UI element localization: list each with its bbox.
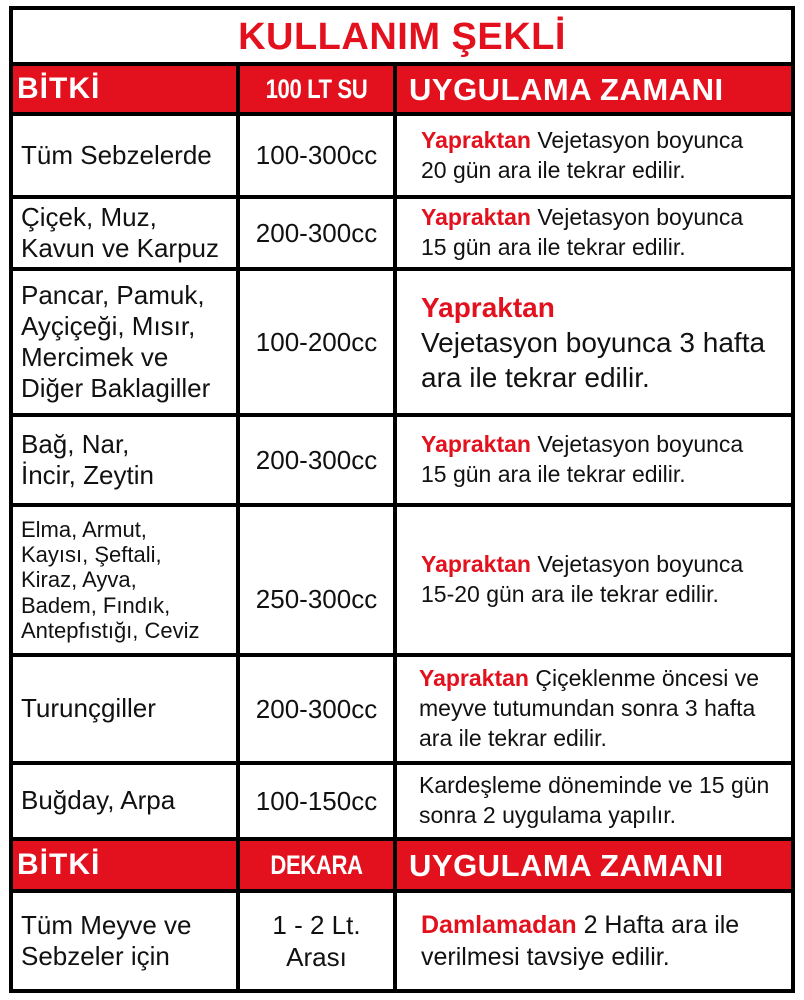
dose-value: 200-300cc — [255, 217, 378, 248]
method-label: Yapraktan — [421, 431, 531, 458]
header2-usage — [397, 841, 791, 889]
usage-text: Vejetasyon boyunca 15 gün ara ile tekrar edilir. — [421, 431, 744, 487]
table-row-usage — [397, 893, 791, 989]
table-row-usage — [397, 417, 791, 503]
plant-name: Tüm Sebzelerde — [21, 139, 212, 170]
table-row-plant — [13, 507, 236, 653]
table-row-plant — [13, 116, 236, 195]
method-label: Yapraktan — [421, 551, 531, 578]
header2-usage-label: UYGULAMA ZAMANI — [409, 847, 724, 883]
method-label: Yapraktan — [421, 291, 555, 323]
table-row-dose — [240, 657, 393, 761]
table-row-plant — [13, 271, 236, 413]
usage-text: Vejetasyon boyunca 3 hafta ara ile tekrar edilir. — [421, 326, 766, 393]
usage-table — [9, 6, 795, 993]
table-row-plant — [13, 893, 236, 989]
method-label: Yapraktan — [419, 665, 529, 692]
usage-text: Vejetasyon boyunca 20 gün ara ile tekrar edilir. — [421, 126, 744, 183]
table-row-dose — [240, 507, 393, 653]
method-label: Yapraktan — [421, 126, 531, 153]
header-usage-label: UYGULAMA ZAMANI — [409, 71, 724, 107]
table-row-dose — [240, 199, 393, 267]
plant-name: Turunçgiller — [21, 693, 156, 724]
method-label: Damlamadan — [421, 910, 577, 939]
table-row-usage — [397, 765, 791, 837]
header2-dose — [240, 841, 393, 889]
dose-value: 200-300cc — [255, 693, 378, 724]
header-plant — [13, 66, 236, 112]
table-row-dose — [240, 116, 393, 195]
table-row-usage — [397, 116, 791, 195]
table-row-usage — [397, 507, 791, 653]
header-water-label: 100 LT SU — [265, 73, 368, 104]
plant-name: Elma, Armut, Kayısı, Şeftali, Kiraz, Ayva, Badem, Fındık, Antepfıstığı, Ceviz — [21, 516, 200, 643]
table-row-dose — [240, 893, 393, 989]
header-water — [240, 66, 393, 112]
usage-text: Vejetasyon boyunca 15-20 gün ara ile tekrar edilir. — [421, 551, 744, 607]
dose-value: 200-300cc — [255, 444, 378, 475]
dose-value: 100-150cc — [255, 785, 378, 816]
table-row-usage — [397, 271, 791, 413]
table-row-usage — [397, 657, 791, 761]
usage-text: Çiçeklenme öncesi ve meyve tutumundan sonra 3 hafta ara ile tekrar edilir. — [419, 665, 760, 751]
table-row-plant — [13, 657, 236, 761]
table-row-dose — [240, 765, 393, 837]
plant-name: Bağ, Nar, İncir, Zeytin — [21, 428, 154, 490]
dose-value: 100-300cc — [255, 140, 378, 171]
header2-plant-label: BİTKİ — [17, 848, 101, 881]
header2-plant — [13, 841, 236, 889]
table-row-dose — [240, 417, 393, 503]
table-row-dose — [240, 271, 393, 413]
dose-value: 1 - 2 Lt. Arası — [272, 909, 361, 972]
table-row-plant — [13, 417, 236, 503]
header2-dose-label: DEKARA — [270, 849, 363, 880]
header-plant-label: BİTKİ — [17, 72, 101, 105]
plant-name: Pancar, Pamuk, Ayçiçeği, Mısır, Mercimek ve Diğer Baklagiller — [21, 279, 211, 404]
header-usage — [397, 66, 791, 112]
table-row-plant — [13, 199, 236, 267]
table-row-plant — [13, 765, 236, 837]
table-title: KULLANIM ŞEKLİ — [13, 10, 791, 62]
plant-name: Tüm Meyve ve Sebzeler için — [21, 909, 192, 971]
dose-value: 100-200cc — [255, 326, 378, 357]
method-label: Yapraktan — [421, 204, 531, 231]
usage-text: Kardeşleme döneminde ve 15 gün sonra 2 uygulama yapılır. — [419, 772, 770, 828]
table-row-usage — [397, 199, 791, 267]
plant-name: Çiçek, Muz, Kavun ve Karpuz — [21, 201, 220, 263]
usage-text: 2 Hafta ara ile verilmesi tavsiye edilir. — [421, 910, 740, 971]
usage-text: Vejetasyon boyunca 15 gün ara ile tekrar edilir. — [421, 204, 744, 260]
dose-value: 250-300cc — [255, 583, 378, 614]
plant-name: Buğday, Arpa — [21, 785, 176, 816]
